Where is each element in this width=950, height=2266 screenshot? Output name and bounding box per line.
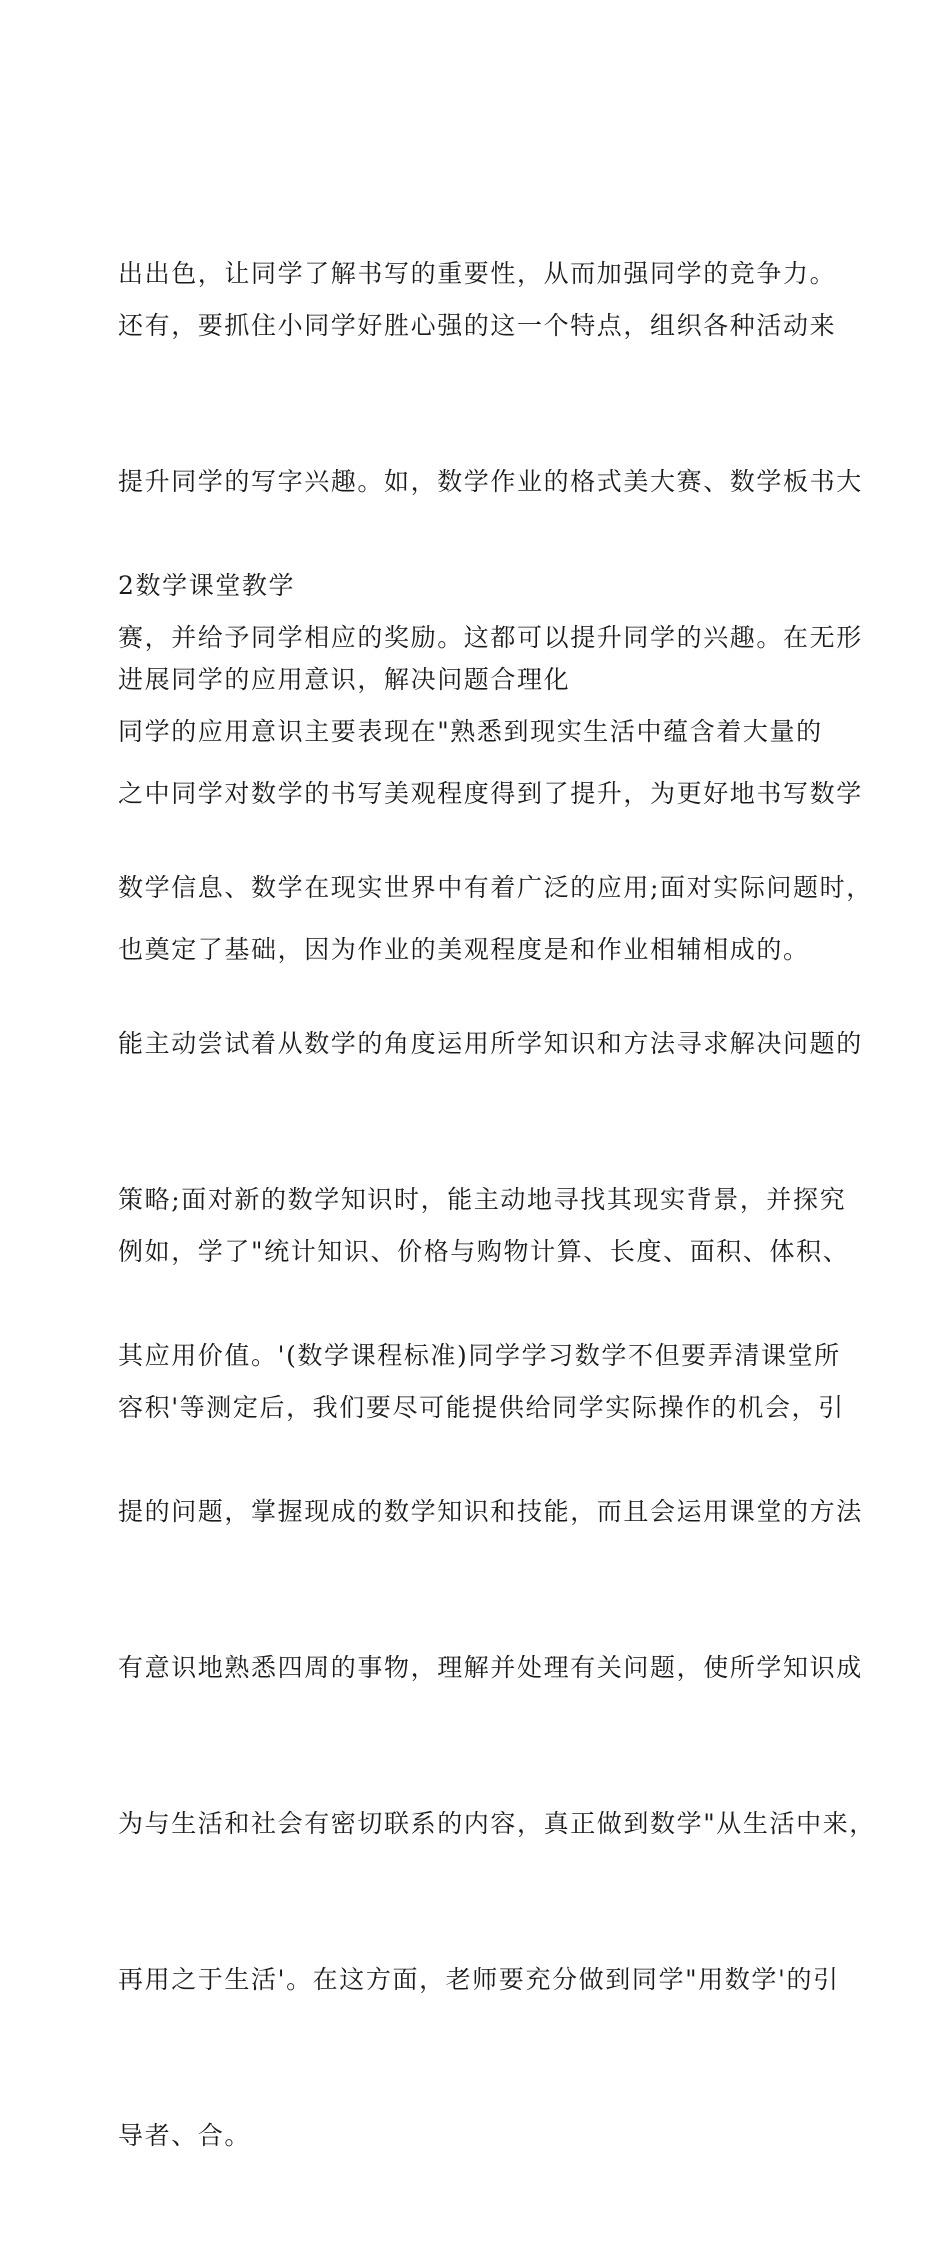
- text-line: 其应用价值。'(数学课程标准)同学学习数学不但要弄清课堂所: [118, 1341, 841, 1370]
- text-line: 出出色，让同学了解书写的重要性，从而加强同学的竞争力。: [118, 259, 837, 288]
- paragraph-example: [118, 1122, 863, 1538]
- text-line: 赛，并给予同学相应的奖励。这都可以提升同学的兴趣。在无形: [118, 623, 863, 652]
- text-line: 有意识地熟悉四周的事物，理解并处理有关问题，使所学知识成: [118, 1653, 863, 1682]
- subsection-title: 进展同学的应用意识，解决问题合理化: [118, 665, 571, 694]
- text-line: 提升同学的写字兴趣。如，数学作业的格式美大赛、数学板书大: [118, 467, 863, 496]
- text-line: 还有，要抓住小同学好胜心强的这一个特点，组织各种活动来: [118, 311, 837, 340]
- text-line: 为与生活和社会有密切联系的内容，真正做到数学"从生活中来，: [118, 1809, 876, 1838]
- section-title: 2数学课堂教学: [118, 571, 296, 600]
- text-line: 再用之于生活'。在这方面，老师要充分做到同学"用数学'的引: [118, 1965, 840, 1994]
- text-line: 能主动尝试着从数学的角度运用所学知识和方法寻求解决问题的: [118, 1029, 863, 1058]
- text-line: 数学信息、数学在现实世界中有着广泛的应用;面对实际问题时，: [118, 873, 873, 902]
- text-line: 容积'等测定后，我们要尽可能提供给同学实际操作的机会，引: [118, 1393, 845, 1422]
- text-line: 同学的应用意识主要表现在"熟悉到现实生活中蕴含着大量的: [118, 717, 823, 746]
- text-line: 导者、合。: [118, 2121, 252, 2150]
- text-line: 之中同学对数学的书写美观程度得到了提升，为更好地书写数学: [118, 779, 863, 808]
- text-line: 策略;面对新的数学知识时，能主动地寻找其现实背景，并探究: [118, 1185, 847, 1214]
- text-line: 也奠定了基础，因为作业的美观程度是和作业相辅相成的。: [118, 935, 810, 964]
- text-line: 提的问题，掌握现成的数学知识和技能，而且会运用课堂的方法: [118, 1497, 863, 1526]
- text-line: 例如，学了"统计知识、价格与购物计算、长度、面积、体积、: [118, 1237, 850, 1266]
